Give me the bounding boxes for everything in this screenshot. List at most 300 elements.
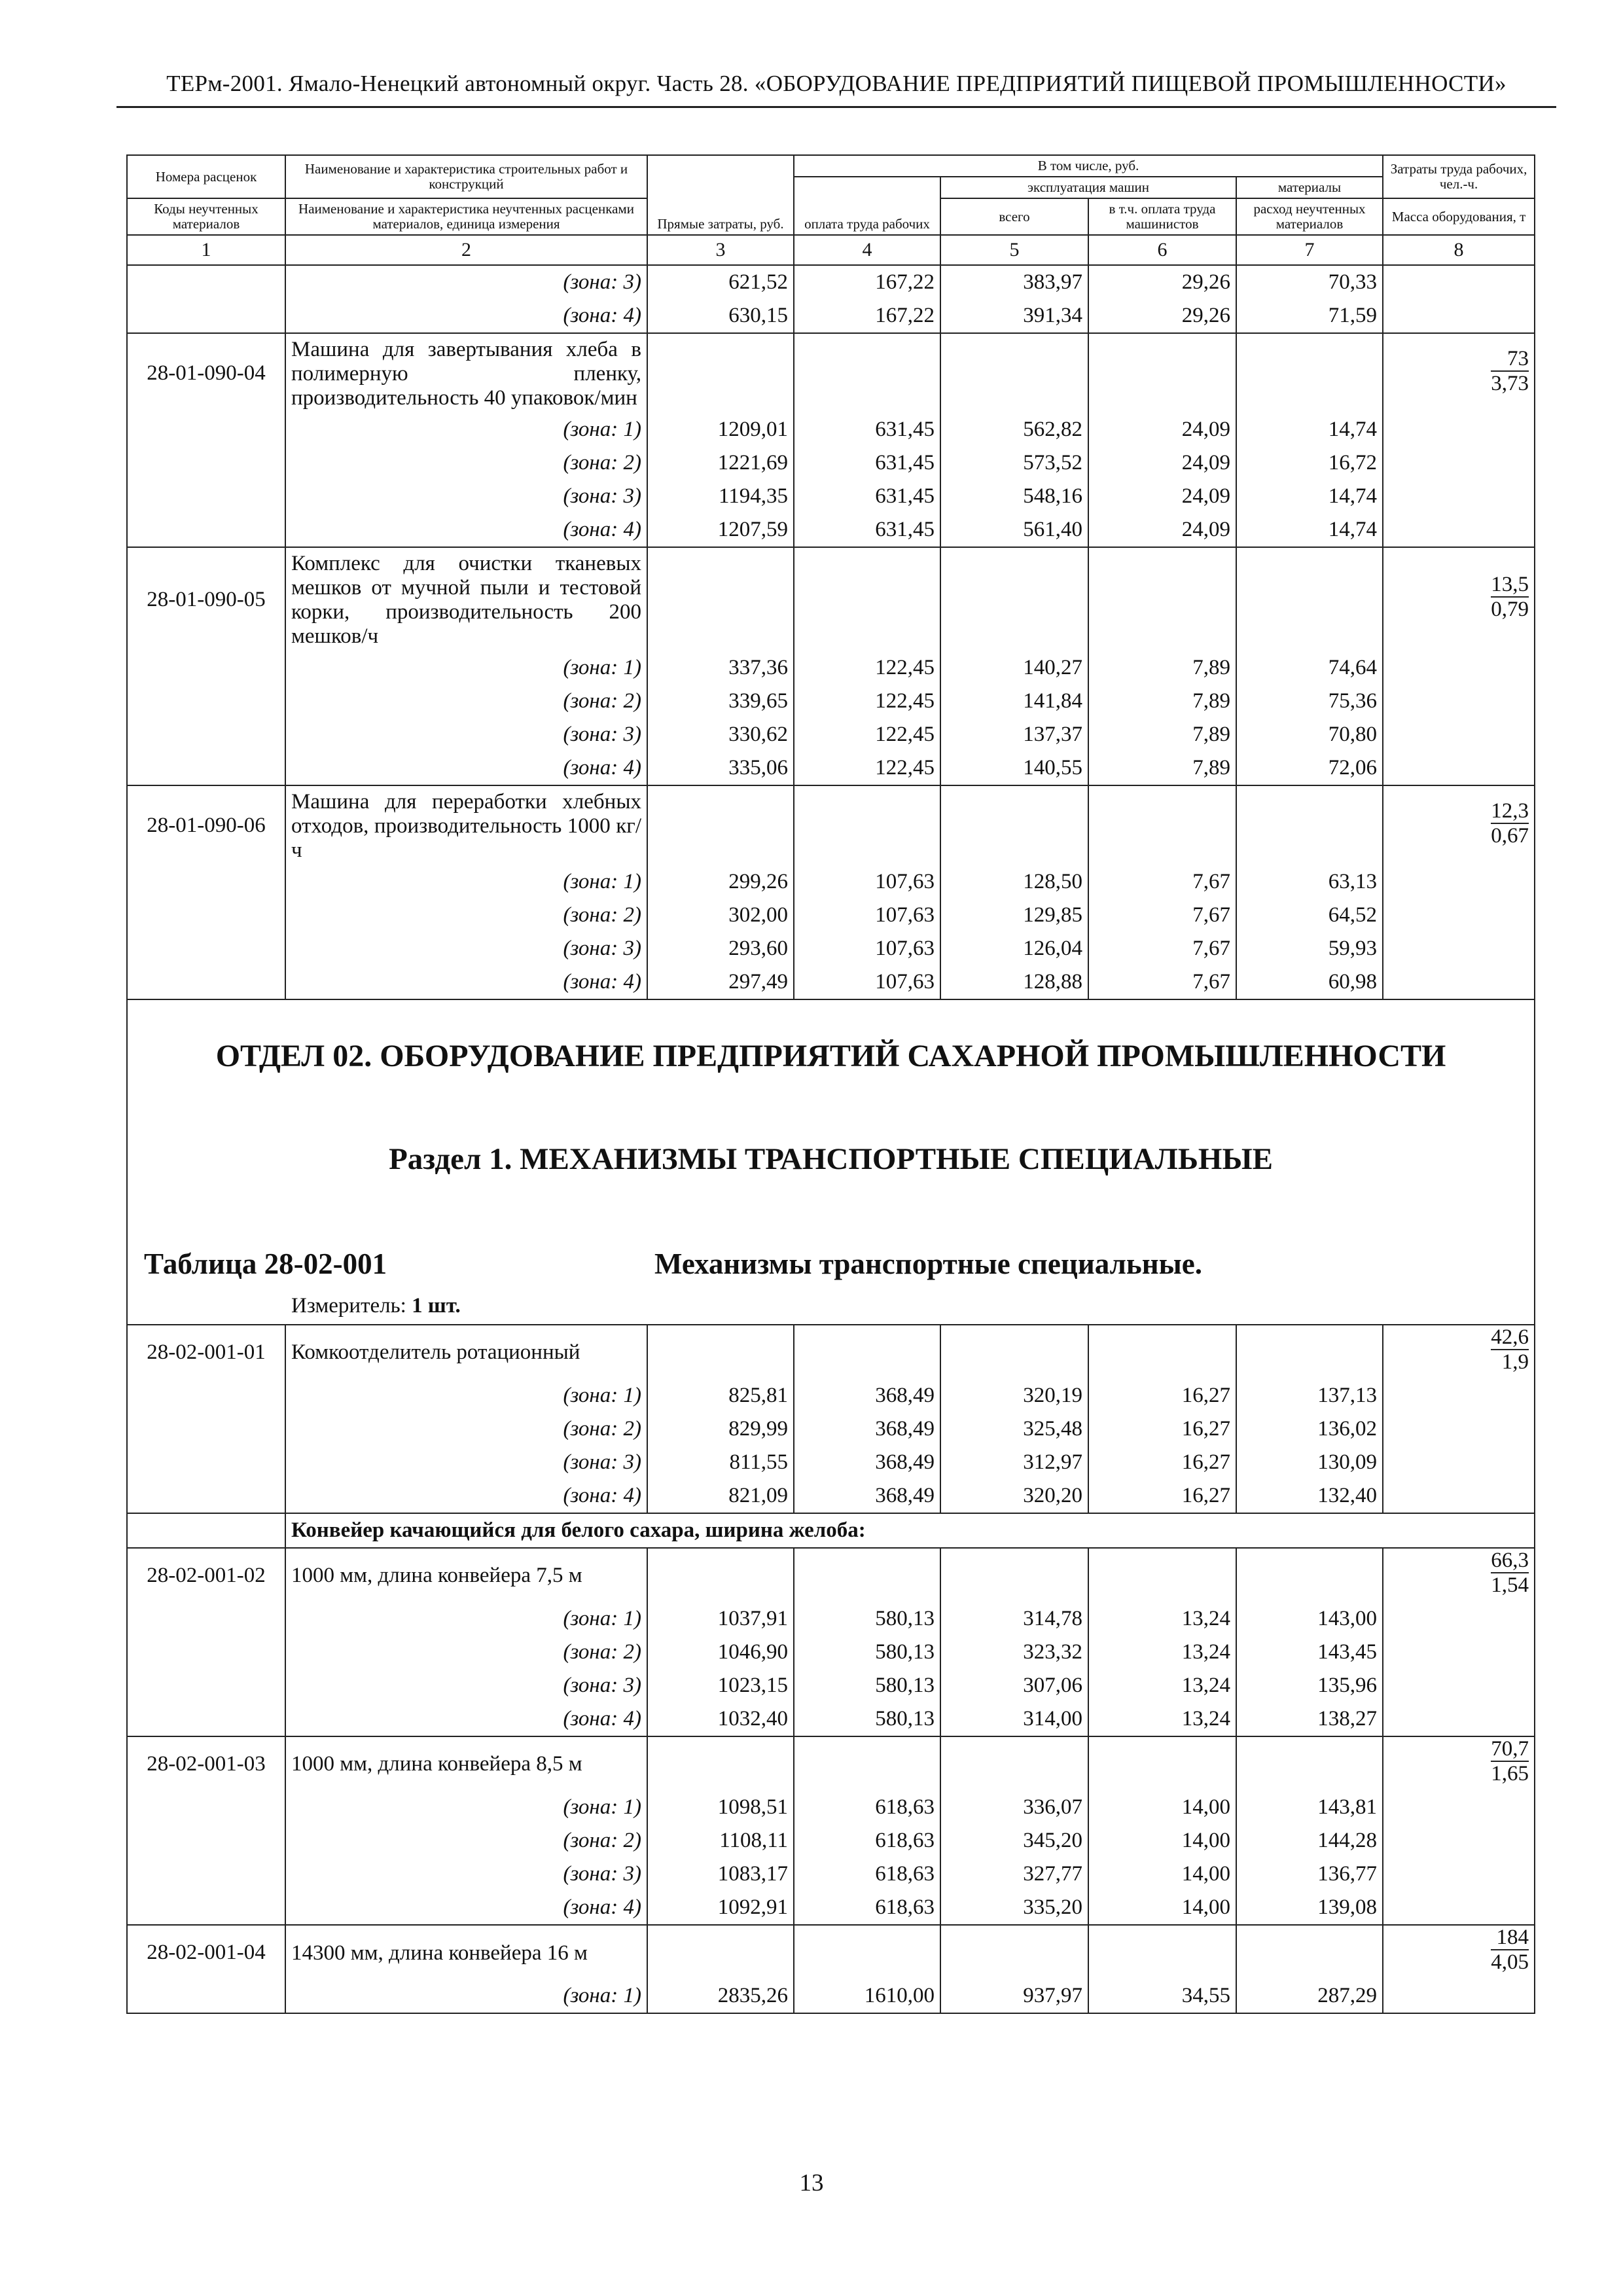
razdel-title: Раздел 1. МЕХАНИЗМЫ ТРАНСПОРТНЫЕ СПЕЦИАЛЬНЫЕ — [389, 1142, 1273, 1176]
empty-cell — [647, 1548, 794, 1602]
direct-cost: 1221,69 — [647, 446, 794, 480]
empty-cell — [647, 785, 794, 865]
labor-pay: 107,63 — [794, 865, 940, 899]
mass-value: 0,79 — [1491, 598, 1529, 621]
labor-pay: 122,45 — [794, 718, 940, 751]
machinist-pay: 7,67 — [1088, 932, 1236, 965]
machine-total: 561,40 — [940, 513, 1088, 547]
empty-cell — [127, 718, 285, 751]
col-laborcost-header: Затраты труда рабочих, чел.-ч. — [1383, 155, 1535, 198]
direct-cost: 330,62 — [647, 718, 794, 751]
empty-cell — [794, 1736, 940, 1791]
labor-pay: 580,13 — [794, 1636, 940, 1669]
machine-total: 937,97 — [940, 1979, 1088, 2013]
labor-mass-fraction — [1491, 573, 1529, 621]
empty-cell — [1383, 899, 1535, 932]
labor-cost-value: 70,7 — [1491, 1737, 1529, 1761]
materials-cost: 143,45 — [1236, 1636, 1383, 1669]
empty-cell — [127, 480, 285, 513]
machinist-pay: 14,00 — [1088, 1891, 1236, 1925]
col-machlabor-header: в т.ч. оплата труда машинистов — [1088, 198, 1236, 235]
machine-total: 383,97 — [940, 265, 1088, 299]
zone-label: (зона: 4) — [285, 1702, 647, 1736]
empty-cell — [647, 1736, 794, 1791]
empty-cell — [1383, 651, 1535, 685]
zone-row — [127, 513, 1535, 547]
labor-mass-fraction — [1491, 1926, 1529, 1974]
direct-cost: 1194,35 — [647, 480, 794, 513]
direct-cost: 825,81 — [647, 1379, 794, 1412]
zone-row — [127, 865, 1535, 899]
labor-pay: 618,63 — [794, 1824, 940, 1857]
empty-cell — [1236, 1925, 1383, 1979]
section-header-cell — [127, 999, 1535, 1325]
mass-value: 1,9 — [1501, 1350, 1529, 1374]
labor-cost-value: 42,6 — [1491, 1325, 1529, 1349]
col-codes-header: Коды неучтенных материалов — [127, 198, 285, 235]
materials-cost: 136,77 — [1236, 1857, 1383, 1891]
machinist-pay: 13,24 — [1088, 1702, 1236, 1736]
empty-cell — [127, 1479, 285, 1513]
zone-row — [127, 965, 1535, 999]
labor-pay: 368,49 — [794, 1379, 940, 1412]
direct-cost: 821,09 — [647, 1479, 794, 1513]
machine-total: 391,34 — [940, 299, 1088, 333]
col-number: 3 — [647, 235, 794, 265]
materials-cost: 60,98 — [1236, 965, 1383, 999]
labor-cost-value: 13,5 — [1491, 573, 1529, 596]
zone-label: (зона: 3) — [285, 265, 647, 299]
meter-value: 1 шт. — [412, 1294, 461, 1318]
labor-pay: 580,13 — [794, 1602, 940, 1636]
zone-label: (зона: 2) — [285, 1824, 647, 1857]
zone-row-continued — [127, 299, 1535, 333]
zone-row — [127, 1857, 1535, 1891]
zone-row — [127, 1979, 1535, 2013]
item-name: 14300 мм, длина конвейера 16 м — [285, 1925, 647, 1979]
empty-cell — [1383, 413, 1535, 446]
col-namesunacc-header: Наименование и характеристика неучтенных расценками материалов, единица измерения — [285, 198, 647, 235]
zone-label: (зона: 2) — [285, 685, 647, 718]
empty-cell — [1383, 1669, 1535, 1702]
direct-cost: 339,65 — [647, 685, 794, 718]
zone-row — [127, 1891, 1535, 1925]
materials-cost: 70,33 — [1236, 265, 1383, 299]
direct-cost: 621,52 — [647, 265, 794, 299]
labor-pay: 580,13 — [794, 1669, 940, 1702]
empty-cell — [1088, 1325, 1236, 1379]
empty-cell — [1236, 1736, 1383, 1791]
empty-cell — [1383, 446, 1535, 480]
item-row — [127, 333, 1535, 413]
labor-cost-value: 184 — [1491, 1926, 1529, 1950]
labor-mass-cell — [1383, 1736, 1535, 1791]
machinist-pay: 16,27 — [1088, 1479, 1236, 1513]
zone-row — [127, 1379, 1535, 1412]
labor-pay: 107,63 — [794, 899, 940, 932]
materials-cost: 135,96 — [1236, 1669, 1383, 1702]
empty-cell — [940, 785, 1088, 865]
price-table — [126, 154, 1535, 2014]
machine-total: 335,20 — [940, 1891, 1088, 1925]
empty-cell — [127, 1891, 285, 1925]
running-header: ТЕРм-2001. Ямало-Ненецкий автономный округ. Часть 28. «ОБОРУДОВАНИЕ ПРЕДПРИЯТИЙ ПИЩЕВОЙ ПРОМЫШЛЕННОСТИ» — [166, 71, 1507, 96]
labor-mass-fraction — [1491, 1325, 1529, 1374]
empty-cell — [1383, 1479, 1535, 1513]
labor-pay: 368,49 — [794, 1412, 940, 1446]
machine-total: 128,50 — [940, 865, 1088, 899]
materials-cost: 132,40 — [1236, 1479, 1383, 1513]
zone-row — [127, 651, 1535, 685]
empty-cell — [1383, 1979, 1535, 2013]
zone-row — [127, 718, 1535, 751]
item-name: Машина для переработки хлебных отходов, производительность 1000 кг/ч — [285, 785, 647, 865]
labor-mass-fraction — [1491, 799, 1529, 848]
empty-cell — [127, 446, 285, 480]
zone-label: (зона: 4) — [285, 1479, 647, 1513]
empty-cell — [1383, 1824, 1535, 1857]
zone-label: (зона: 3) — [285, 480, 647, 513]
table-number: Таблица 28-02-001 — [144, 1247, 387, 1280]
machine-total: 325,48 — [940, 1412, 1088, 1446]
empty-cell — [1236, 785, 1383, 865]
item-row — [127, 1548, 1535, 1602]
empty-cell — [1383, 1857, 1535, 1891]
col-number: 2 — [285, 235, 647, 265]
empty-cell — [940, 333, 1088, 413]
empty-cell — [1383, 1379, 1535, 1412]
zone-row-continued — [127, 265, 1535, 299]
empty-cell — [794, 785, 940, 865]
mass-value: 3,73 — [1491, 371, 1529, 395]
empty-cell — [1383, 1891, 1535, 1925]
empty-cell — [1383, 751, 1535, 785]
section-header-row — [127, 999, 1535, 1325]
empty-cell — [647, 1925, 794, 1979]
zone-label: (зона: 3) — [285, 1669, 647, 1702]
machinist-pay: 29,26 — [1088, 265, 1236, 299]
labor-pay: 167,22 — [794, 299, 940, 333]
zone-label: (зона: 4) — [285, 299, 647, 333]
machinist-pay: 14,00 — [1088, 1857, 1236, 1891]
zone-row — [127, 1479, 1535, 1513]
col-number: 4 — [794, 235, 940, 265]
empty-cell — [127, 1513, 285, 1548]
header-rule — [116, 106, 1556, 108]
labor-pay: 122,45 — [794, 685, 940, 718]
empty-cell — [1236, 1548, 1383, 1602]
materials-cost: 63,13 — [1236, 865, 1383, 899]
labor-mass-cell — [1383, 547, 1535, 651]
empty-cell — [1383, 1602, 1535, 1636]
item-row — [127, 785, 1535, 865]
mass-value: 1,65 — [1491, 1762, 1529, 1785]
labor-pay: 631,45 — [794, 413, 940, 446]
materials-cost: 136,02 — [1236, 1412, 1383, 1446]
empty-cell — [1236, 1325, 1383, 1379]
labor-pay: 618,63 — [794, 1891, 940, 1925]
zone-row — [127, 751, 1535, 785]
empty-cell — [1383, 965, 1535, 999]
empty-cell — [940, 1736, 1088, 1791]
machine-total: 141,84 — [940, 685, 1088, 718]
table-body — [127, 265, 1535, 2013]
labor-cost-value: 12,3 — [1491, 798, 1529, 823]
direct-cost: 1092,91 — [647, 1891, 794, 1925]
empty-cell — [127, 1791, 285, 1824]
direct-cost: 1023,15 — [647, 1669, 794, 1702]
item-row — [127, 1925, 1535, 1979]
labor-pay: 631,45 — [794, 446, 940, 480]
labor-mass-cell — [1383, 1325, 1535, 1379]
zone-label: (зона: 3) — [285, 1446, 647, 1479]
direct-cost: 302,00 — [647, 899, 794, 932]
col-number: 8 — [1383, 235, 1535, 265]
col-total-header: всего — [940, 198, 1088, 235]
labor-pay: 167,22 — [794, 265, 940, 299]
machinist-pay: 16,27 — [1088, 1412, 1236, 1446]
machine-total: 126,04 — [940, 932, 1088, 965]
item-code: 28-02-001-04 — [127, 1925, 285, 1979]
meter-label: Измеритель: — [291, 1294, 412, 1318]
labor-pay: 122,45 — [794, 751, 940, 785]
table-title: Механизмы транспортные специальные. — [654, 1247, 1202, 1280]
empty-cell — [1088, 333, 1236, 413]
machine-total: 140,55 — [940, 751, 1088, 785]
empty-cell — [127, 965, 285, 999]
machinist-pay: 24,09 — [1088, 513, 1236, 547]
col-number: 5 — [940, 235, 1088, 265]
empty-cell — [1088, 1736, 1236, 1791]
empty-cell — [127, 1602, 285, 1636]
empty-cell — [1383, 265, 1535, 299]
empty-cell — [127, 1824, 285, 1857]
empty-cell — [127, 1379, 285, 1412]
item-code: 28-01-090-04 — [127, 333, 285, 413]
labor-mass-fraction — [1491, 1737, 1529, 1785]
empty-cell — [1383, 718, 1535, 751]
labor-pay: 631,45 — [794, 513, 940, 547]
materials-cost: 138,27 — [1236, 1702, 1383, 1736]
labor-pay: 107,63 — [794, 932, 940, 965]
labor-cost-value: 66,3 — [1491, 1549, 1529, 1572]
zone-label: (зона: 4) — [285, 1891, 647, 1925]
zone-row — [127, 1446, 1535, 1479]
empty-cell — [1088, 1548, 1236, 1602]
col-matunacc-header: расход неучтенных материалов — [1236, 198, 1383, 235]
direct-cost: 1046,90 — [647, 1636, 794, 1669]
direct-cost: 1037,91 — [647, 1602, 794, 1636]
mass-value: 1,54 — [1491, 1573, 1529, 1597]
materials-cost: 70,80 — [1236, 718, 1383, 751]
zone-label: (зона: 4) — [285, 965, 647, 999]
col-num-header: Номера расценок — [127, 155, 285, 198]
zone-label: (зона: 4) — [285, 513, 647, 547]
empty-cell — [127, 932, 285, 965]
col-number: 6 — [1088, 235, 1236, 265]
labor-pay: 368,49 — [794, 1479, 940, 1513]
empty-cell — [127, 413, 285, 446]
empty-cell — [127, 299, 285, 333]
materials-cost: 130,09 — [1236, 1446, 1383, 1479]
zone-label: (зона: 2) — [285, 446, 647, 480]
machinist-pay: 14,00 — [1088, 1791, 1236, 1824]
empty-cell — [1088, 547, 1236, 651]
empty-cell — [127, 865, 285, 899]
zone-row — [127, 1602, 1535, 1636]
labor-pay: 631,45 — [794, 480, 940, 513]
empty-cell — [1383, 1636, 1535, 1669]
empty-cell — [647, 547, 794, 651]
direct-cost: 1098,51 — [647, 1791, 794, 1824]
zone-row — [127, 446, 1535, 480]
direct-cost: 1209,01 — [647, 413, 794, 446]
labor-mass-cell — [1383, 1548, 1535, 1602]
machinist-pay: 16,27 — [1088, 1446, 1236, 1479]
machinist-pay: 13,24 — [1088, 1636, 1236, 1669]
empty-cell — [794, 333, 940, 413]
labor-mass-fraction — [1491, 347, 1529, 395]
zone-label: (зона: 3) — [285, 1857, 647, 1891]
machinist-pay: 16,27 — [1088, 1379, 1236, 1412]
direct-cost: 1207,59 — [647, 513, 794, 547]
subheading: Конвейер качающийся для белого сахара, ширина желоба: — [285, 1513, 1535, 1548]
empty-cell — [127, 1979, 285, 2013]
empty-cell — [1236, 333, 1383, 413]
empty-cell — [647, 333, 794, 413]
zone-row — [127, 1669, 1535, 1702]
labor-mass-cell — [1383, 1925, 1535, 1979]
empty-cell — [1383, 299, 1535, 333]
mass-value: 4,05 — [1491, 1950, 1529, 1974]
machine-total: 314,78 — [940, 1602, 1088, 1636]
column-numbers-row — [127, 235, 1535, 265]
empty-cell — [940, 1325, 1088, 1379]
zone-row — [127, 1702, 1535, 1736]
empty-cell — [1383, 480, 1535, 513]
labor-pay: 122,45 — [794, 651, 940, 685]
item-name: Комплекс для очистки тканевых мешков от мучной пыли и тестовой корки, производительность 200 мешков/ч — [285, 547, 647, 651]
zone-row — [127, 1824, 1535, 1857]
empty-cell — [1383, 1702, 1535, 1736]
col-number: 1 — [127, 235, 285, 265]
materials-cost: 137,13 — [1236, 1379, 1383, 1412]
empty-cell — [794, 1325, 940, 1379]
labor-pay: 580,13 — [794, 1702, 940, 1736]
empty-cell — [794, 1925, 940, 1979]
machine-total: 312,97 — [940, 1446, 1088, 1479]
machinist-pay: 7,89 — [1088, 685, 1236, 718]
machine-total: 137,37 — [940, 718, 1088, 751]
empty-cell — [127, 1412, 285, 1446]
materials-cost: 59,93 — [1236, 932, 1383, 965]
col-mach-header: эксплуатация машин — [940, 177, 1236, 198]
zone-label: (зона: 3) — [285, 932, 647, 965]
item-code: 28-02-001-02 — [127, 1548, 285, 1602]
subheading-row — [127, 1513, 1535, 1548]
empty-cell — [127, 1857, 285, 1891]
zone-row — [127, 1636, 1535, 1669]
machinist-pay: 24,09 — [1088, 480, 1236, 513]
item-row — [127, 547, 1535, 651]
machine-total: 548,16 — [940, 480, 1088, 513]
materials-cost: 75,36 — [1236, 685, 1383, 718]
machinist-pay: 7,67 — [1088, 899, 1236, 932]
materials-cost: 72,06 — [1236, 751, 1383, 785]
empty-cell — [127, 265, 285, 299]
machine-total: 336,07 — [940, 1791, 1088, 1824]
machine-total: 327,77 — [940, 1857, 1088, 1891]
materials-cost: 14,74 — [1236, 413, 1383, 446]
direct-cost: 297,49 — [647, 965, 794, 999]
empty-cell — [127, 1636, 285, 1669]
empty-cell — [127, 1669, 285, 1702]
empty-cell — [1088, 1925, 1236, 1979]
materials-cost: 14,74 — [1236, 513, 1383, 547]
zone-row — [127, 685, 1535, 718]
empty-cell — [1383, 513, 1535, 547]
empty-cell — [1383, 1791, 1535, 1824]
direct-cost: 1083,17 — [647, 1857, 794, 1891]
empty-cell — [794, 547, 940, 651]
labor-pay: 618,63 — [794, 1791, 940, 1824]
materials-cost: 71,59 — [1236, 299, 1383, 333]
table-head — [127, 155, 1535, 265]
machinist-pay: 34,55 — [1088, 1979, 1236, 2013]
empty-cell — [127, 651, 285, 685]
item-name: 1000 мм, длина конвейера 8,5 м — [285, 1736, 647, 1791]
labor-mass-cell — [1383, 333, 1535, 413]
col-materials-header: материалы — [1236, 177, 1383, 198]
zone-row — [127, 480, 1535, 513]
machinist-pay: 14,00 — [1088, 1824, 1236, 1857]
zone-row — [127, 932, 1535, 965]
zone-label: (зона: 1) — [285, 1602, 647, 1636]
machinist-pay: 7,89 — [1088, 751, 1236, 785]
materials-cost: 14,74 — [1236, 480, 1383, 513]
item-code: 28-01-090-06 — [127, 785, 285, 865]
empty-cell — [940, 1548, 1088, 1602]
labor-pay: 1610,00 — [794, 1979, 940, 2013]
empty-cell — [1383, 932, 1535, 965]
item-row — [127, 1325, 1535, 1379]
col-number: 7 — [1236, 235, 1383, 265]
materials-cost: 143,00 — [1236, 1602, 1383, 1636]
machinist-pay: 7,89 — [1088, 651, 1236, 685]
col-labor-header: оплата труда рабочих — [794, 177, 940, 235]
item-code: 28-01-090-05 — [127, 547, 285, 651]
machine-total: 573,52 — [940, 446, 1088, 480]
item-name: Машина для завертывания хлеба в полимерную пленку, производительность 40 упаковок/мин — [285, 333, 647, 413]
zone-label: (зона: 1) — [285, 651, 647, 685]
zone-label: (зона: 1) — [285, 865, 647, 899]
materials-cost: 144,28 — [1236, 1824, 1383, 1857]
direct-cost: 829,99 — [647, 1412, 794, 1446]
zone-label: (зона: 1) — [285, 413, 647, 446]
machinist-pay: 7,67 — [1088, 865, 1236, 899]
direct-cost: 293,60 — [647, 932, 794, 965]
machine-total: 128,88 — [940, 965, 1088, 999]
materials-cost: 64,52 — [1236, 899, 1383, 932]
machine-total: 129,85 — [940, 899, 1088, 932]
empty-cell — [1383, 685, 1535, 718]
department-title: ОТДЕЛ 02. ОБОРУДОВАНИЕ ПРЕДПРИЯТИЙ САХАРНОЙ ПРОМЫШЛЕННОСТИ — [215, 1039, 1446, 1073]
col-incl-header: В том числе, руб. — [794, 155, 1383, 177]
direct-cost: 299,26 — [647, 865, 794, 899]
empty-cell — [1383, 865, 1535, 899]
materials-cost: 139,08 — [1236, 1891, 1383, 1925]
materials-cost: 287,29 — [1236, 1979, 1383, 2013]
